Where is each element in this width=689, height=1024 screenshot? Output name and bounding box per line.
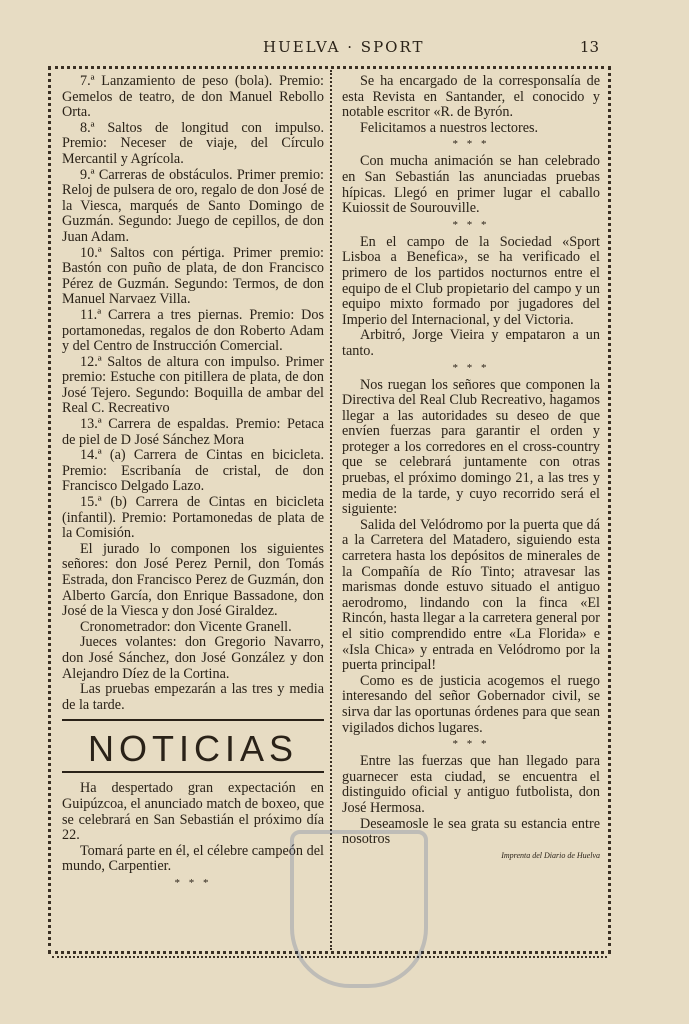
paragraph: Como es de justicia acogemos el ruego interesando del señor Gobernador civil, se sirva dar las oportunas órdenes para que sean vigilados dichos lugares. xyxy=(342,672,600,736)
paragraph: En el campo de la Sociedad «Sport Lisboa a Benefica», se ha verificado el primero de los partidos nocturnos entre el equipo de el Club propietario del campo y un equipo mixto formado por jugadores del Imperio del Internacional, y del Victoria. xyxy=(342,233,600,328)
section-title: NOTICIAS xyxy=(87,728,298,770)
magazine-title: HUELVA · SPORT xyxy=(263,38,425,56)
paragraph: Las pruebas empezarán a las tres y media de la tarde. xyxy=(62,681,324,713)
paragraph: 7.ª Lanzamiento de peso (bola). Premio: Gemelos de teatro, de don Manuel Rebollo Orta. xyxy=(62,73,324,121)
paragraph: 9.ª Carreras de obstáculos. Primer premio: Reloj de pulsera de oro, regalo de don José de la Viesca, marqués de Santo Domingo de Guzmán. Segundo: Juego de cepillos, de don Juan Adam. xyxy=(62,166,324,245)
separator-stars: * * * xyxy=(452,738,490,751)
news-paragraph: Tomará parte en él, el célebre campeón del mundo, Carpentier. xyxy=(62,842,324,875)
paragraph: 14.ª (a) Carrera de Cintas en bicicleta. Premio: Escribanía de cristal, de don Francisco Delgado Lazo. xyxy=(62,447,324,495)
shield-icon xyxy=(290,830,428,988)
paragraph: 8.ª Saltos de longitud con impulso. Premio: Neceser de viaje, del Círculo Mercantil y Agrícola. xyxy=(62,119,324,167)
paragraph: Nos ruegan los señores que componen la Directiva del Real Club Recreativo, hagamos llegar a las autoridades su deseo de que envíen fuerzas para garantir el orden y proteger a los corredores en el cross-country que se celebrará juntamente con otras pruebas, el próximo domingo 21, a las tres y media de la tarde, y cuyo recorrido será el siguiente: xyxy=(342,376,600,518)
section-rule xyxy=(62,719,324,721)
page-number: 13 xyxy=(579,38,599,56)
paragraph: 10.ª Saltos con pértiga. Primer premio: Bastón con puño de plata, de don Francisco Pérez de Guzmán. Segundo: Termos, de don Manuel Narvaez Villa. xyxy=(62,244,324,308)
paragraph: 15.ª (b) Carrera de Cintas en bicicleta (infantil). Premio: Portamonedas de plata de la Comisión. xyxy=(62,494,324,542)
paragraph: 11.ª Carrera a tres piernas. Premio: Dos portamonedas, regalos de don Roberto Adam y del Centro de Instrucción Comercial. xyxy=(62,306,324,355)
paragraph: Entre las fuerzas que han llegado para guarnecer esta ciudad, se encuentra el distinguido oficial y antiguo futbolista, don José Hermosa. xyxy=(342,753,600,816)
news-paragraph: Ha despertado gran expectación en Guipúzcoa, el anunciado match de boxeo, que se celebrará en San Sebastián el próximo día 22. xyxy=(62,780,324,844)
section-rule xyxy=(62,771,324,773)
right-column xyxy=(342,74,600,863)
page-header xyxy=(0,38,689,60)
paragraph: Jueces volantes: don Gregorio Navarro, don José Sánchez, don José González y don Alejandro Díez de la Cortina. xyxy=(62,634,324,682)
separator-stars: * * * xyxy=(174,876,212,889)
paragraph: Felicitamos a nuestros lectores. xyxy=(360,119,539,136)
separator-stars: * * * xyxy=(452,138,490,151)
separator-stars: * * * xyxy=(452,361,490,374)
paragraph: Arbitró, Jorge Vieira y empataron a un tanto. xyxy=(342,327,600,359)
column-divider xyxy=(330,70,332,950)
paragraph: Se ha encargado de la corresponsalía de esta Revista en Santander, el conocido y notable escritor «R. de Byrón. xyxy=(342,73,600,121)
paragraph: Salida del Velódromo por la puerta que dá a la Carretera del Matadero, siguiendo esta carretera hasta los depósitos de minerales de la Compañía de Río Tinto; atravesar las marismas donde estuvo situado el antiguo aerodromo, lindando con la finca «El Rincón, hasta llegar a la carretera general por el sitio comprendido entre «La Florida» e «Isla Chica» y entrada en Velódromo por la puerta principal! xyxy=(342,516,600,674)
paragraph: 13.ª Carrera de espaldas. Premio: Petaca de piel de D José Sánchez Mora xyxy=(62,416,324,448)
paragraph: Deseamosle le sea grata su estancia entre nosotros xyxy=(342,815,600,848)
printer-imprint: Imprenta del Diario de Huelva xyxy=(501,850,600,860)
left-column xyxy=(62,74,324,893)
paragraph: Con mucha animación se han celebrado en San Sebastián las anunciadas pruebas hípicas. Llegó en primer lugar el caballo Kuiossit de Sourouville. xyxy=(342,153,600,217)
archive-watermark xyxy=(290,830,600,980)
paragraph: Cronometrador: don Vicente Granell. xyxy=(80,618,292,635)
paragraph: 12.ª Saltos de altura con impulso. Primer premio: Estuche con pitillera de plata, de don José Tejero. Segundo: Boquilla de ambar del Real C. Recreativo xyxy=(62,353,324,417)
separator-stars: * * * xyxy=(452,218,490,231)
paragraph: El jurado lo componen los siguientes señores: don José Perez Pernil, don Tomás Estrada, don Francisco Perez de Guzmán, don Alberto García, don Enrique Bassadone, don José de la Viesca y don José Giraldez. xyxy=(62,540,324,620)
